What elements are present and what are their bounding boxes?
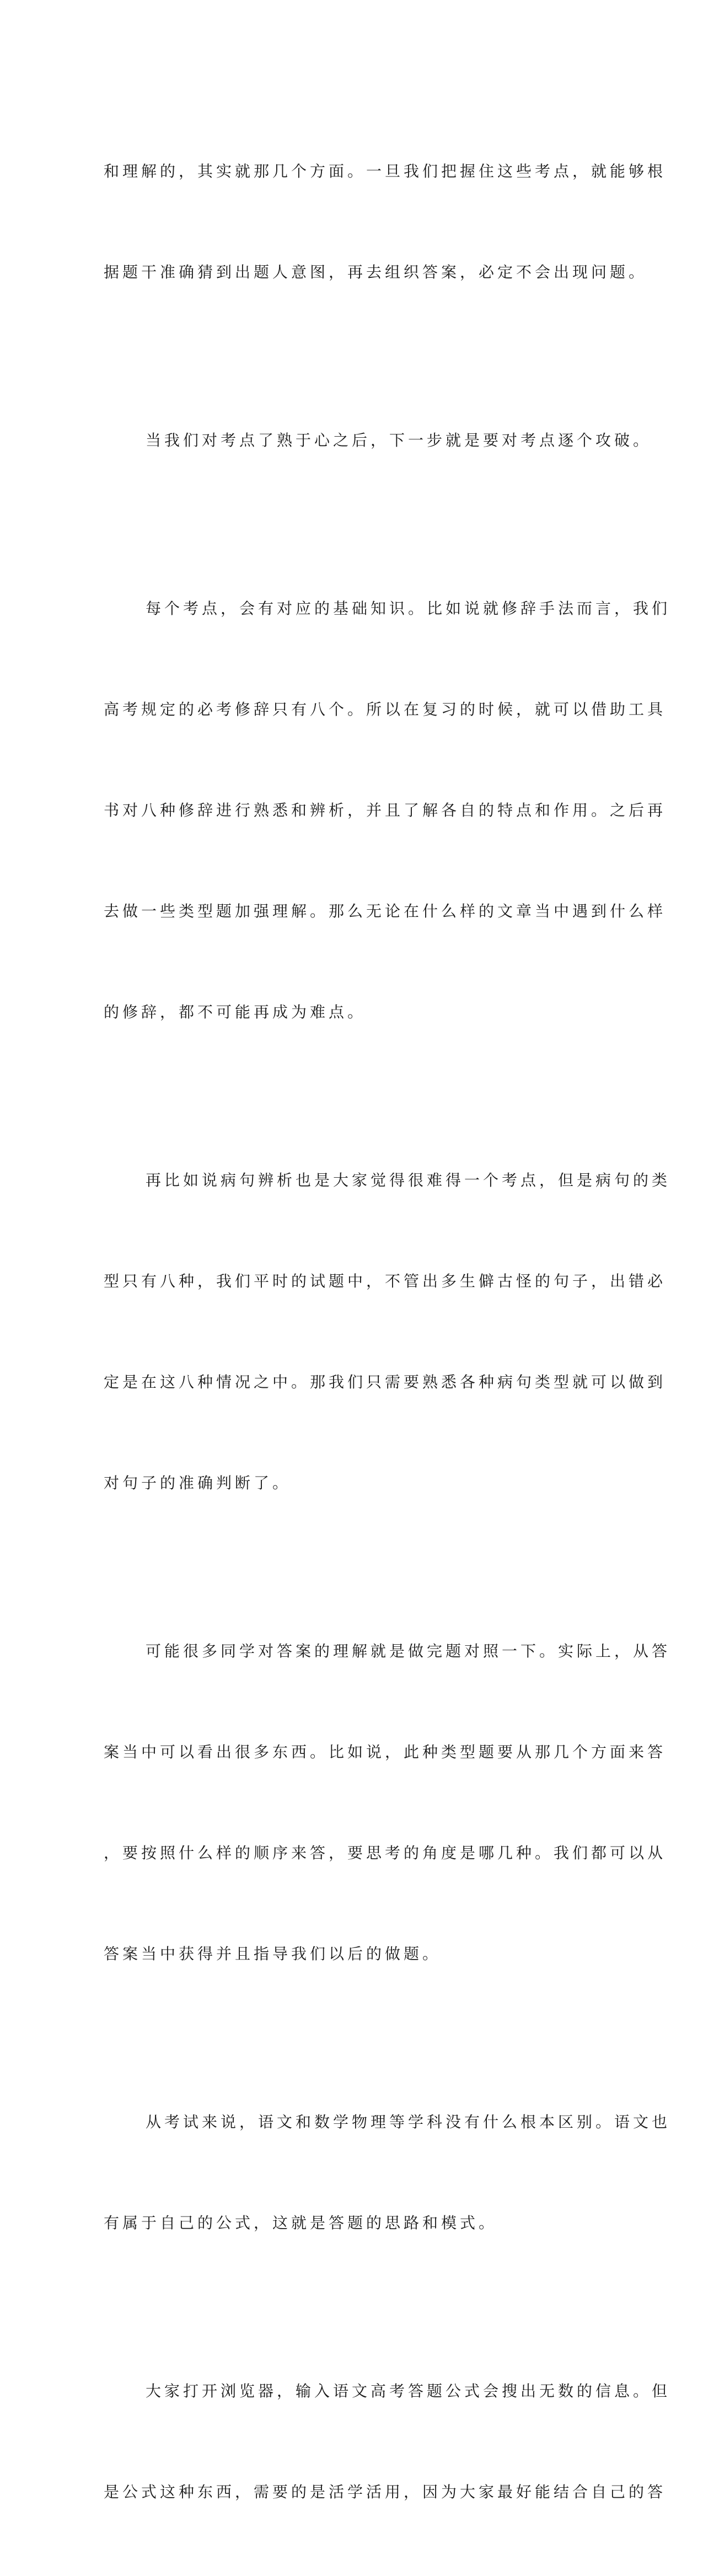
paragraph-line: 的修辞，都不可能再成为难点。 xyxy=(104,1003,367,1021)
paragraph-line: 当我们对考点了熟于心之后，下一步就是要对考点逐个攻破。 xyxy=(146,431,652,449)
paragraph-line: 书对八种修辞进行熟悉和辨析，并且了解各自的特点和作用。之后再 xyxy=(104,801,667,819)
paragraph-line: 高考规定的必考修辞只有八个。所以在复习的时候，就可以借助工具 xyxy=(104,700,667,718)
paragraph-1 xyxy=(104,87,667,356)
paragraph-6 xyxy=(104,2038,671,2307)
paragraph-line: 每个考点，会有对应的基础知识。比如说就修辞手法而言，我们 xyxy=(146,599,671,618)
paragraph-line: 答案当中获得并且指导我们以后的做题。 xyxy=(104,1945,442,1963)
paragraph-line: 和理解的，其实就那几个方面。一旦我们把握住这些考点，就能够根 xyxy=(104,162,667,180)
paragraph-line: 从考试来说，语文和数学物理等学科没有什么根本区别。语文也 xyxy=(146,2113,671,2131)
paragraph-line: 大家打开浏览器，输入语文高考答题公式会搜出无数的信息。但 xyxy=(146,2382,671,2400)
document-body xyxy=(104,87,671,2576)
paragraph-line: 去做一些类型题加强理解。那么无论在什么样的文章当中遇到什么样 xyxy=(104,902,667,920)
paragraph-7 xyxy=(104,2307,671,2576)
paragraph-line: 可能很多同学对答案的理解就是做完题对照一下。实际上，从答 xyxy=(146,1642,671,1660)
paragraph-line: 据题干准确猜到出题人意图，再去组织答案，必定不会出现问题。 xyxy=(104,263,648,281)
paragraph-line: ，要按照什么样的顺序来答，要思考的角度是哪几种。我们都可以从 xyxy=(104,1844,667,1862)
paragraph-2 xyxy=(104,356,652,524)
paragraph-line: 有属于自己的公式，这就是答题的思路和模式。 xyxy=(104,2214,498,2232)
paragraph-3 xyxy=(104,524,671,1096)
paragraph-line: 再比如说病句辨析也是大家觉得很难得一个考点，但是病句的类 xyxy=(146,1171,671,1189)
paragraph-4 xyxy=(104,1096,671,1567)
paragraph-line: 是公式这种东西，需要的是活学活用，因为大家最好能结合自己的答 xyxy=(104,2483,667,2501)
paragraph-5 xyxy=(104,1567,671,2038)
paragraph-line: 案当中可以看出很多东西。比如说，此种类型题要从那几个方面来答 xyxy=(104,1743,667,1761)
paragraph-line: 型只有八种，我们平时的试题中，不管出多生僻古怪的句子，出错必 xyxy=(104,1272,667,1290)
paragraph-line: 对句子的准确判断了。 xyxy=(104,1474,292,1492)
paragraph-line: 定是在这八种情况之中。那我们只需要熟悉各种病句类型就可以做到 xyxy=(104,1373,667,1391)
